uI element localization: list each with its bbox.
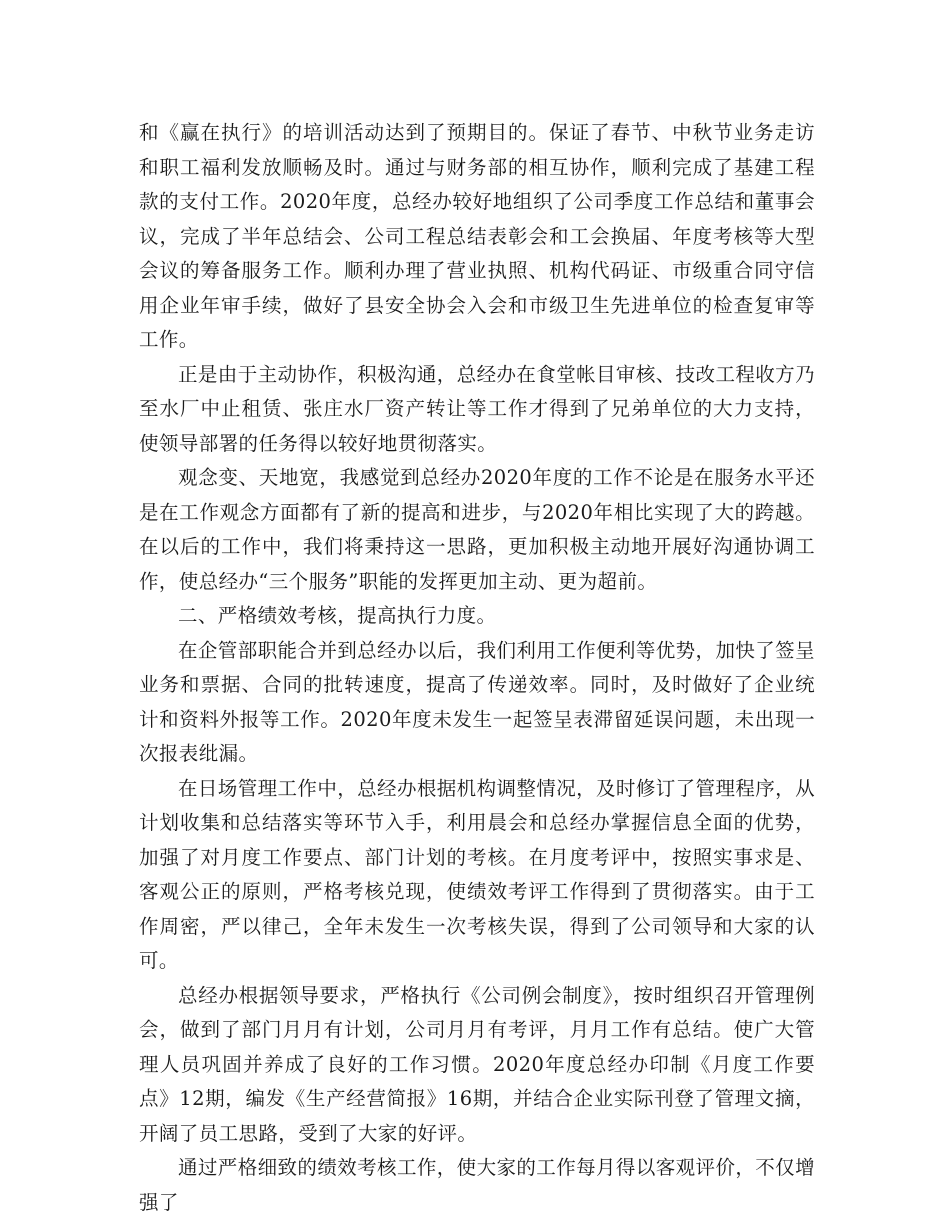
- section-heading-performance: 二、严格绩效考核，提高执行力度。: [178, 604, 497, 627]
- paragraph-concept-change: 观念变、天地宽，我感觉到总经办2020年度的工作不论是在服务水平还是在工作观念方面都有了新的提高和进步，与2020年相比实现了大的跨越。在以后的工作中，我们将秉持这一思路，更加积极主动地开展好沟通协调工作，使总经办“三个服务”职能的发挥更加主动、更为超前。: [139, 466, 815, 593]
- paragraph-approval-efficiency: 在企管部职能合并到总经办以后，我们利用工作便利等优势，加快了签呈业务和票据、合同的批转速度，提高了传递效率。同时，及时做好了企业统计和资料外报等工作。2020年度未发生一起签呈表滞留延误问题，未出现一次报表纰漏。: [139, 638, 815, 765]
- paragraph-coordination: 正是由于主动协作，积极沟通，总经办在食堂帐目审核、技改工程收方乃至水厂中止租赁、张庄水厂资产转让等工作才得到了兄弟单位的大力支持，使领导部署的任务得以较好地贯彻落实。: [139, 362, 815, 455]
- paragraph-daily-management: 在日场管理工作中，总经办根据机构调整情况，及时修订了管理程序，从计划收集和总结落实等环节入手，利用晨会和总经办掌握信息全面的优势，加强了对月度工作要点、部门计划的考核。在月度考评中，按照实事求是、客观公正的原则，严格考核兑现，使绩效考评工作得到了贯彻落实。由于工作周密，严以律己，全年未发生一次考核失误，得到了公司领导和大家的认可。: [139, 776, 815, 972]
- document-body: [139, 116, 815, 1220]
- paragraph-meeting-system: 总经办根据领导要求，严格执行《公司例会制度》，按时组织召开管理例会，做到了部门月月有计划，公司月月有考评，月月工作有总结。使广大管理人员巩固并养成了良好的工作习惯。2020年度总经办印制《月度工作要点》12期，编发《生产经营简报》16期，并结合企业实际刊登了管理文摘，开阔了员工思路，受到了大家的好评。: [139, 983, 815, 1145]
- paragraph-training-and-meetings: 和《赢在执行》的培训活动达到了预期目的。保证了春节、中秋节业务走访和职工福利发放顺畅及时。通过与财务部的相互协作，顺利完成了基建工程款的支付工作。2020年度，总经办较好地组织了公司季度工作总结和董事会议，完成了半年总结会、公司工程总结表彰会和工会换届、年度考核等大型会议的筹备服务工作。顺利办理了营业执照、机构代码证、市级重合同守信用企业年审手续，做好了县安全协会入会和市级卫生先进单位的检查复审等工作。: [139, 121, 815, 351]
- paragraph-evaluation-result: 通过严格细致的绩效考核工作，使大家的工作每月得以客观评价，不仅增强了: [139, 1156, 815, 1214]
